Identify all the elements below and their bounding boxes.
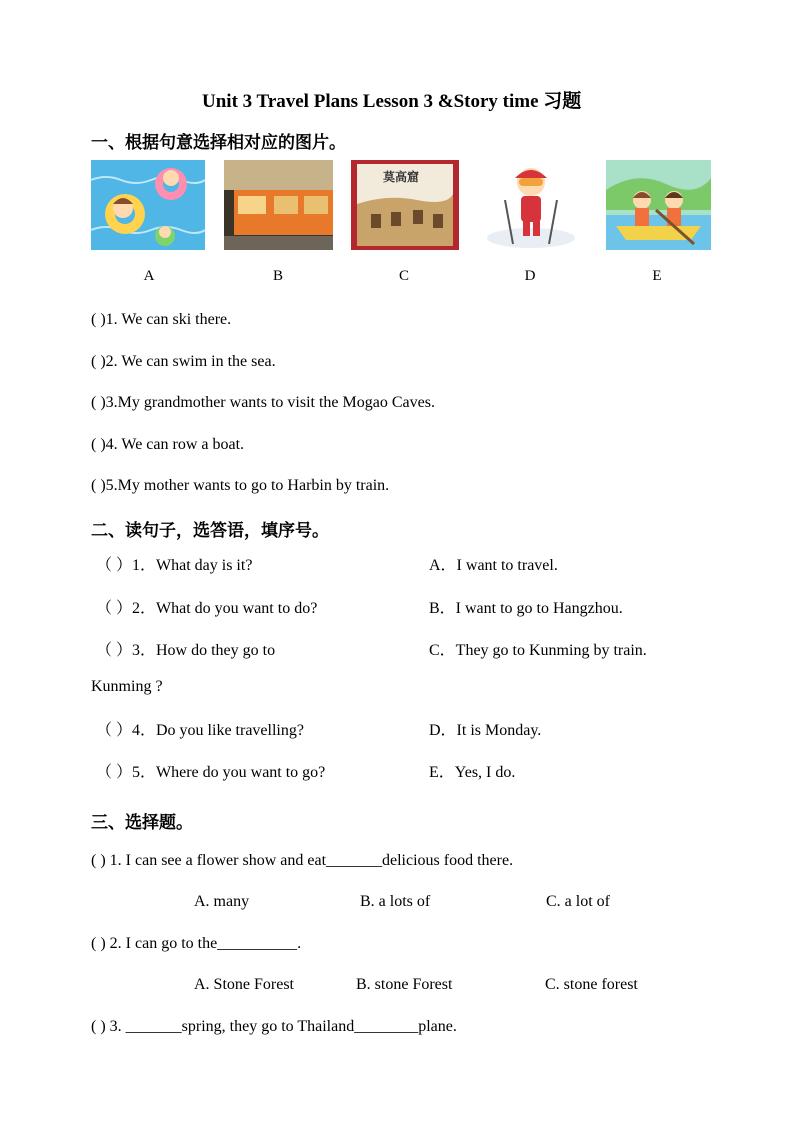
- swimming-kids-image: [91, 160, 205, 250]
- skiing-child-image: [485, 160, 577, 250]
- picture-label-e: E: [652, 268, 662, 284]
- section2-question-2: （ ）2．What do you want to do?: [96, 600, 318, 617]
- section3-q1-option-a: A. many: [194, 893, 250, 910]
- section2-answer-e: E．Yes, I do.: [429, 764, 516, 781]
- section1-heading: 一、根据句意选择相对应的图片。: [91, 133, 346, 153]
- rowing-boat-image: [606, 160, 711, 250]
- section2-answer-a: A．I want to travel.: [429, 557, 558, 574]
- section3-q1-option-b: B. a lots of: [360, 893, 431, 910]
- section2-question-3-wrap: Kunming ?: [91, 678, 163, 695]
- section2-question-5: （ ）5．Where do you want to go?: [96, 764, 326, 781]
- section3-q2-option-a: A. Stone Forest: [194, 976, 294, 993]
- section1-item-2: ( )2. We can swim in the sea.: [91, 353, 276, 370]
- section3-q2-option-b: B. stone Forest: [356, 976, 453, 993]
- picture-label-d: D: [524, 268, 536, 284]
- section3-question-1: ( ) 1. I can see a flower show and eat_______delicious food there.: [91, 852, 514, 869]
- section3-question-3: ( ) 3. _______spring, they go to Thailand________plane.: [91, 1018, 457, 1035]
- section3-question-2: ( ) 2. I can go to the__________.: [91, 935, 302, 952]
- section3-q1-option-c: C. a lot of: [546, 893, 610, 910]
- section3-q2-option-c: C. stone forest: [545, 976, 638, 993]
- section1-item-3: ( )3.My grandmother wants to visit the Mogao Caves.: [91, 394, 435, 411]
- section2-question-1: （ ）1．What day is it?: [96, 557, 253, 574]
- mogao-caves-caption: 莫高窟: [383, 170, 420, 184]
- picture-label-a: A: [143, 268, 155, 284]
- section2-question-3: （ ）3．How do they go to: [96, 642, 276, 659]
- section3-heading: 三、选择题。: [91, 813, 193, 833]
- train-image: [224, 160, 333, 250]
- picture-label-c: C: [398, 268, 409, 284]
- page-title: Unit 3 Travel Plans Lesson 3 &Story time 习题: [202, 91, 582, 112]
- section2-heading: 二、读句子，选答语，填序号。: [91, 521, 329, 541]
- section1-item-5: ( )5.My mother wants to go to Harbin by train.: [91, 477, 390, 494]
- section1-item-4: ( )4. We can row a boat.: [91, 436, 245, 453]
- section2-question-4: （ ）4．Do you like travelling?: [96, 722, 304, 739]
- section2-answer-c: C．They go to Kunming by train.: [429, 642, 647, 659]
- section2-answer-b: B．I want to go to Hangzhou.: [429, 600, 623, 617]
- picture-label-b: B: [272, 268, 283, 284]
- section1-item-1: ( )1. We can ski there.: [91, 311, 232, 328]
- mogao-caves-book-image: [351, 160, 459, 250]
- section2-answer-d: D．It is Monday.: [429, 722, 542, 739]
